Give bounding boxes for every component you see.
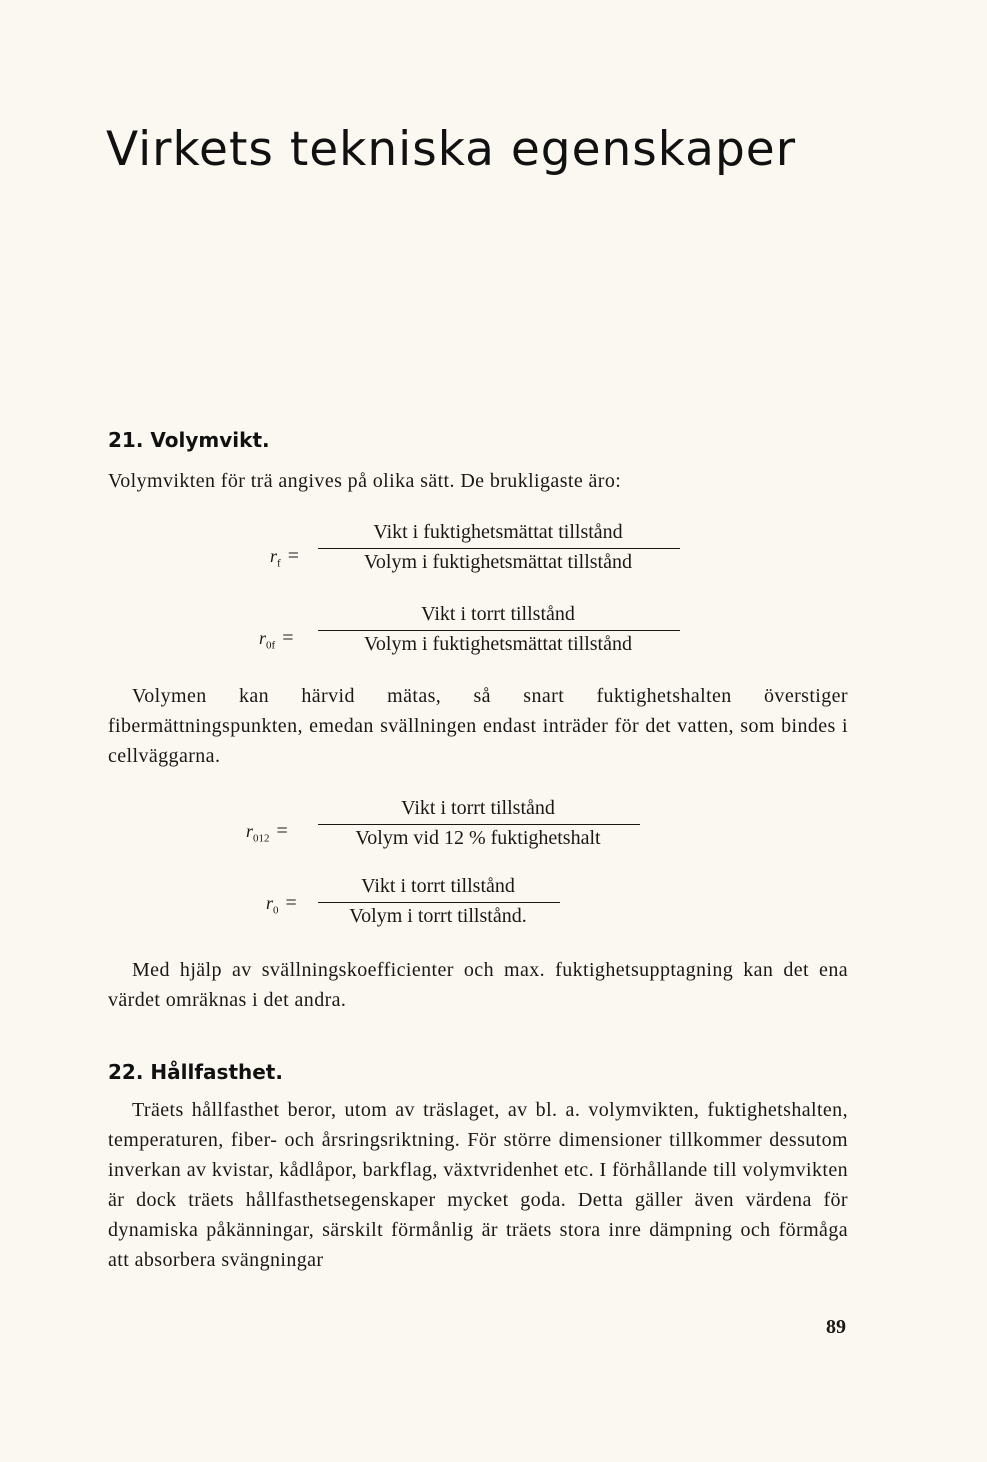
formula-lhs: $r_f$ =	[270, 545, 299, 570]
fraction-bar	[318, 902, 560, 903]
formula-denominator: Volym i torrt tillstånd.	[349, 905, 527, 927]
paragraph-svallning: Med hjälp av svällningskoefficienter och max. fuktighetsupptagning kan det ena värdet omräknas i det andra.	[108, 959, 848, 1011]
chapter-title: Virkets tekniska egenskaper	[106, 122, 797, 177]
formula-numerator: Vikt i torrt tillstånd	[361, 875, 515, 897]
paragraph-intro: Volymvikten för trä angives på olika sätt. De brukligaste äro:	[108, 470, 622, 492]
paragraph-hallfasthet: Träets hållfasthet beror, utom av träslaget, av bl. a. volymvikten, fuktighetshalten, temperaturen, fiber- och årsringsriktning. För större dimensioner tillkommer dessutom inverkan av kvistar, kådlåpor, barkflag, växtvridenhet etc. I förhållande till volymvikten är dock träets hållfasthetsegenskaper mycket goda. Detta gäller även värdena för dynamiska påkänningar, särskilt förmånlig är träets stora inre dämpning och förmåga att absorbera svängningar	[108, 1099, 848, 1271]
paragraph-volymen: Volymen kan härvid mätas, så snart fuktighetshalten överstiger fibermättningspunkten, emedan svällningen endast inträder för det vatten, som bindes i cellväggarna.	[108, 685, 848, 767]
formula-denominator: Volym i fuktighetsmättat tillstånd	[364, 633, 632, 655]
fraction-bar	[318, 548, 680, 549]
page-number: 89	[826, 1316, 846, 1338]
formula-denominator: Volym i fuktighetsmättat tillstånd	[364, 551, 632, 573]
section-heading-volymvikt: 21. Volymvikt.	[108, 428, 270, 452]
fraction-bar	[318, 824, 640, 825]
formula-lhs: $r_{012}$ =	[246, 820, 288, 845]
formula-lhs: $r_{0f}$ =	[259, 627, 294, 652]
formula-numerator: Vikt i torrt tillstånd	[401, 797, 555, 819]
formula-numerator: Vikt i fuktighetsmättat tillstånd	[373, 521, 623, 543]
formula-denominator: Volym vid 12 % fuktighetshalt	[355, 827, 601, 849]
section-heading-hallfasthet: 22. Hållfasthet.	[108, 1060, 283, 1084]
fraction-bar	[318, 630, 680, 631]
formula-lhs: $r_0$ =	[266, 892, 297, 917]
formula-numerator: Vikt i torrt tillstånd	[421, 603, 575, 625]
